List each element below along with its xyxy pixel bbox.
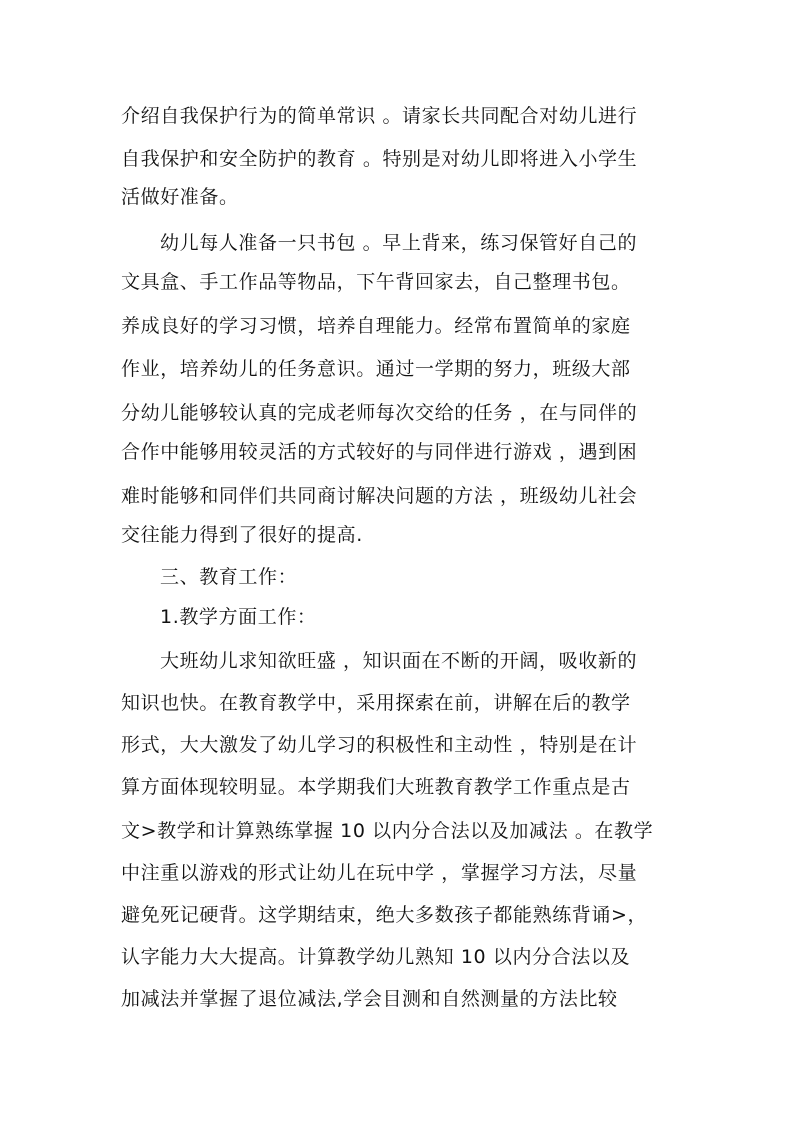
text-line: 作业，培养幼儿的任务意识。通过一学期的努力，班级大部	[121, 358, 631, 380]
text-line: 中注重以游戏的形式让幼儿在玩中学 ，掌握学习方法，尽量	[121, 862, 638, 884]
section-heading: 三、教育工作：	[160, 566, 298, 588]
text-line: 算方面体现较明显。本学期我们大班教育教学工作重点是古	[121, 776, 631, 798]
text-line: 文>教学和计算熟练掌握 10 以内分合法以及加减法 。在教学	[121, 820, 654, 842]
text-line: 分幼儿能够较认真的完成老师每次交给的任务 ，在与同伴的	[121, 402, 638, 424]
text-line: 介绍自我保护行为的简单常识 。请家长共同配合对幼儿进行	[121, 105, 638, 127]
paragraph-start-line: 大班幼儿求知欲旺盛 ，知识面在不断的开阔，吸收新的	[160, 650, 638, 672]
text-line: 知识也快。在教育教学中，采用探索在前，讲解在后的教学	[121, 692, 631, 714]
subsection-heading: 1.教学方面工作：	[160, 606, 317, 628]
paragraph-start-line: 幼儿每人准备一只书包 。早上背来，练习保管好自己的	[160, 232, 638, 254]
text-line: 难时能够和同伴们共同商讨解决问题的方法 ，班级幼儿社会	[121, 485, 638, 507]
text-line: 形式，大大激发了幼儿学习的积极性和主动性 ，特别是在计	[121, 734, 638, 756]
text-line: 文具盒、手工作品等物品，下午背回家去，自己整理书包。	[121, 271, 631, 293]
text-line: 合作中能够用较灵活的方式较好的与同伴进行游戏 ，遇到困	[121, 441, 638, 463]
text-line: 认字能力大大提高。计算教学幼儿熟知 10 以内分合法以及	[121, 946, 631, 968]
text-line: 加减法并掌握了退位减法,学会目测和自然测量的方法比较	[121, 988, 618, 1010]
text-line: 交往能力得到了很好的提高.	[121, 524, 363, 546]
text-line: 自我保护和安全防护的教育 。特别是对幼儿即将进入小学生	[121, 148, 638, 170]
text-line: 活做好准备。	[121, 186, 239, 208]
text-line: 养成良好的学习习惯，培养自理能力。经常布置简单的家庭	[121, 315, 631, 337]
text-line: 避免死记硬背。这学期结束，绝大多数孩子都能熟练背诵>，	[121, 904, 648, 926]
